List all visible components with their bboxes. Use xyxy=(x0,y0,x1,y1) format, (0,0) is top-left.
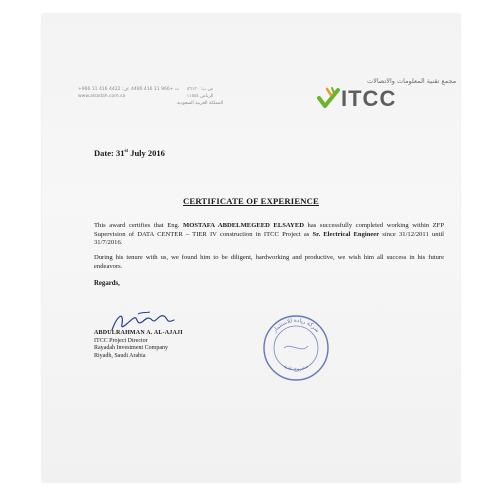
svg-text:شركة ريادة للاستثمار: شركة ريادة للاستثمار xyxy=(271,317,321,334)
header-city: الرياض ١١٥٥٤ xyxy=(186,94,214,99)
company-stamp-seal xyxy=(260,312,332,384)
signer-location: Riyadh, Saudi Arabia xyxy=(94,352,146,359)
signer-title: ITCC Project Director xyxy=(94,337,148,344)
signer-name: ABDULRAHMAN A. AL-AJAJI xyxy=(94,330,183,336)
tenure-paragraph: During his tenure with us, we found him to be diligent, hardworking and productive, we wish him all success in his future endeavors. xyxy=(94,254,444,270)
signer-company: Rayadah Investment Company xyxy=(94,345,168,351)
header-contact-left xyxy=(78,86,179,100)
svg-text:مشروع تقنية: مشروع تقنية xyxy=(282,363,310,373)
signer-block xyxy=(94,330,183,360)
employee-name: MOSTAFA ABDELMEGEED ELSAYED xyxy=(183,222,304,229)
certificate-page xyxy=(42,14,460,482)
certificate-body-paragraph: This award certifies that Eng. MOSTAFA ABDELMEGEED ELSAYED has successfully completed working within ZFP Supervision of DATA CENTER – TIER IV construction in ITCC Project as Sr. Electrical Engineer since 31/12/2011 until 31/7/2016. xyxy=(94,222,445,247)
header-pobox: ص.ب: ٥٦١٣٠ xyxy=(187,87,214,92)
logo-itcc-text: ITCC xyxy=(341,86,397,111)
regards-closing: Regards, xyxy=(94,280,120,287)
itcc-checkmark-icon xyxy=(317,87,341,109)
header-address xyxy=(177,86,223,107)
header-phone: +966 11 416 4422 :ت +966 11 416 4486 :ف xyxy=(78,87,180,92)
itcc-logo xyxy=(317,77,457,117)
header-country: المملكة العربية السعودية xyxy=(177,101,224,106)
employee-role: Sr. Electrical Engineer xyxy=(312,230,380,238)
certificate-title: CERTIFICATE OF EXPERIENCE xyxy=(182,196,319,206)
logo-arabic-name: مجمع تقنية المعلومات والاتصالات xyxy=(367,77,457,85)
header-website: www.alsadah.com.sa xyxy=(78,94,126,99)
document-date: Date: 31st July 2016 xyxy=(94,148,165,158)
